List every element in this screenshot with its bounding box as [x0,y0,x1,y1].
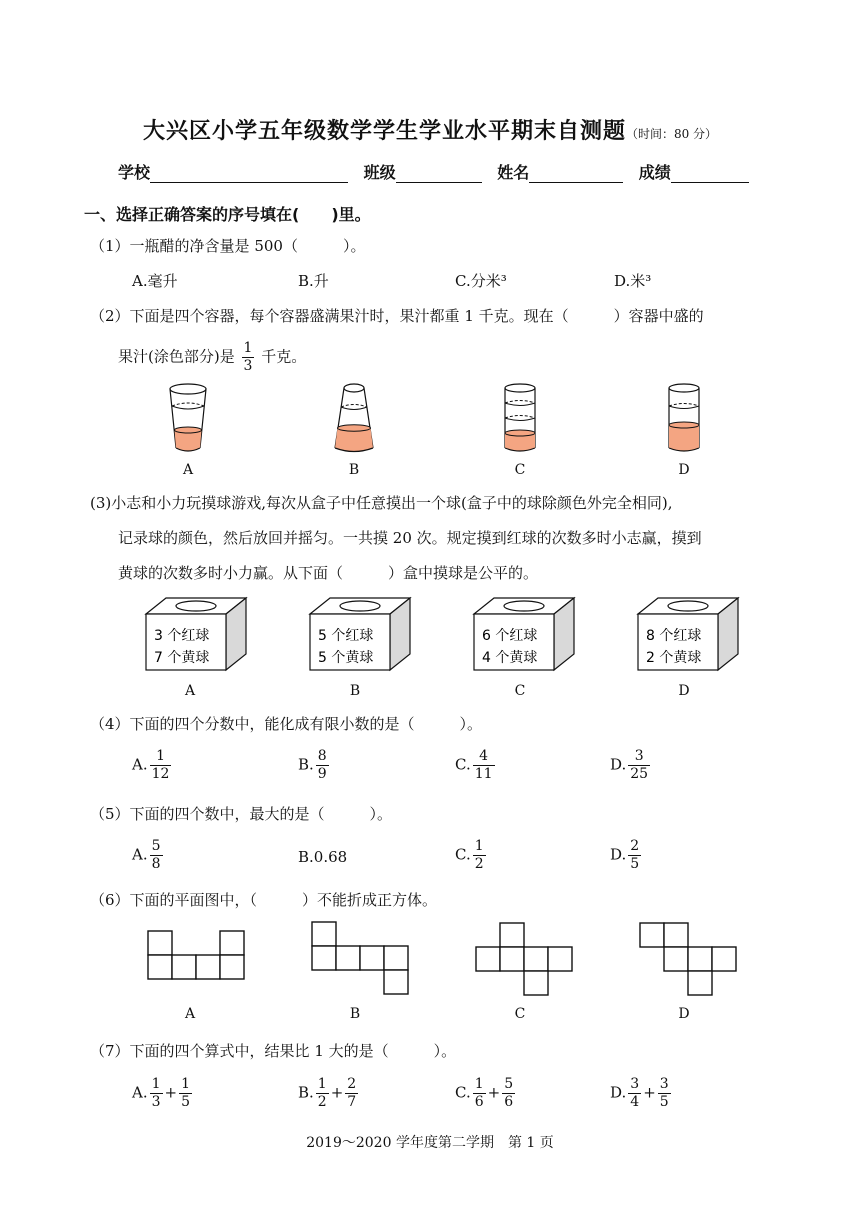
name-label: 姓名 [497,163,530,182]
title-note: （时间：80 分） [625,127,718,141]
box-a-line-2: 7 个黄球 [154,650,210,666]
net-label-c: C [514,1006,526,1022]
box-label-b: B [349,683,361,699]
school-field[interactable] [150,164,348,183]
net-d [640,923,736,995]
q7-option-b: B. $\frac{1}{2}$ + $\frac{2}{7}$ [298,1076,357,1110]
q5-option-c: C. $\frac{1}{2}$ [455,838,484,872]
question-2-line-2 [118,340,306,375]
title-main: 大兴区小学五年级数学学生学业水平期末自测题 [142,119,626,144]
question-7: （7）下面的四个算式中，结果比 1 大的是（ ）。 [90,1042,457,1060]
box-d-line-1: 8 个红球 [646,628,702,644]
net-label-a: A [184,1006,196,1022]
net-label-d: D [678,1006,690,1022]
q4-option-b: B. $\frac{8}{9}$ [298,748,327,782]
cube-nets-figure [140,920,760,1000]
container-label-d: D [678,462,690,478]
box-c-line-2: 4 个黄球 [482,650,538,666]
page-title [0,114,860,145]
name-field[interactable] [529,164,623,183]
box-d-line-2: 2 个黄球 [646,650,702,666]
q7-option-d: D. $\frac{3}{4}$ + $\frac{3}{5}$ [610,1076,669,1110]
container-d [669,384,699,451]
question-3-line-3: 黄球的次数多时小力赢。从下面（ ）盒中摸球是公平的。 [118,564,539,582]
score-field[interactable] [671,164,749,183]
container-label-a: A [182,462,194,478]
q4-option-d: D. $\frac{3}{25}$ [610,748,649,782]
box-b-line-2: 5 个黄球 [318,650,374,666]
q1-option-b: B.升 [298,272,329,290]
q2-fraction: $\frac{1}{3}$ [243,340,253,374]
net-b [312,922,408,994]
container-b [335,384,373,452]
question-1: （1）一瓶醋的净含量是 500（ ）。 [90,237,366,255]
q5-option-b: B.0.68 [298,848,348,866]
question-3-line-1: (3)小志和小力玩摸球游戏,每次从盒子中任意摸出一个球(盒子中的球除颜色外完全相同), [90,494,673,512]
box-label-c: C [514,683,526,699]
q2-text-post: 千克。 [261,347,307,366]
school-label: 学校 [118,163,151,182]
ball-boxes-figure [140,596,760,676]
question-2-line-1: （2）下面是四个容器，每个容器盛满果汁时，果汁都重 1 千克。现在（ ）容器中盛的 [90,307,704,325]
class-field[interactable] [396,164,482,183]
net-a [148,931,244,979]
question-5: （5）下面的四个数中，最大的是（ ）。 [90,805,393,823]
net-label-b: B [349,1006,361,1022]
q7-option-a: A. $\frac{1}{3}$ + $\frac{1}{5}$ [132,1076,191,1110]
box-label-d: D [678,683,690,699]
box-label-a: A [184,683,196,699]
containers-figure [150,378,730,458]
container-a [170,384,206,452]
section-heading: 一、选择正确答案的序号填在( )里。 [84,205,371,224]
student-info-line [118,160,759,183]
ball-box-d [638,598,738,670]
page-footer: 2019～2020 学年度第二学期 第 1 页 [306,1135,554,1151]
question-4: （4）下面的四个分数中，能化成有限小数的是（ ）。 [90,715,483,733]
container-label-c: C [514,462,526,478]
box-a-line-1: 3 个红球 [154,628,210,644]
q5-option-d: D. $\frac{2}{5}$ [610,838,640,872]
q1-option-d: D.米³ [614,272,652,290]
q1-option-c: C.分米³ [455,272,507,290]
question-6: （6）下面的平面图中，（ ）不能折成正方体。 [90,891,438,909]
box-b-line-1: 5 个红球 [318,628,374,644]
ball-box-b [310,598,410,670]
question-3-line-2: 记录球的颜色，然后放回并摇匀。一共摸 20 次。规定摸到红球的次数多时小志赢，摸到 [118,529,702,547]
score-label: 成绩 [638,163,671,182]
q5-option-a: A. $\frac{5}{8}$ [132,838,161,872]
q1-option-a: A.毫升 [132,272,178,290]
q4-option-a: A. $\frac{1}{12}$ [132,748,170,782]
class-label: 班级 [363,163,396,182]
ball-box-c [474,598,574,670]
net-c [476,923,572,995]
q2-text-pre: 果汁(涂色部分)是 [118,347,235,366]
ball-box-a [146,598,246,670]
box-c-line-1: 6 个红球 [482,628,538,644]
q7-option-c: C. $\frac{1}{6}$ + $\frac{5}{6}$ [455,1076,514,1110]
q4-option-c: C. $\frac{4}{11}$ [455,748,493,782]
container-label-b: B [348,462,360,478]
container-c [505,384,535,451]
